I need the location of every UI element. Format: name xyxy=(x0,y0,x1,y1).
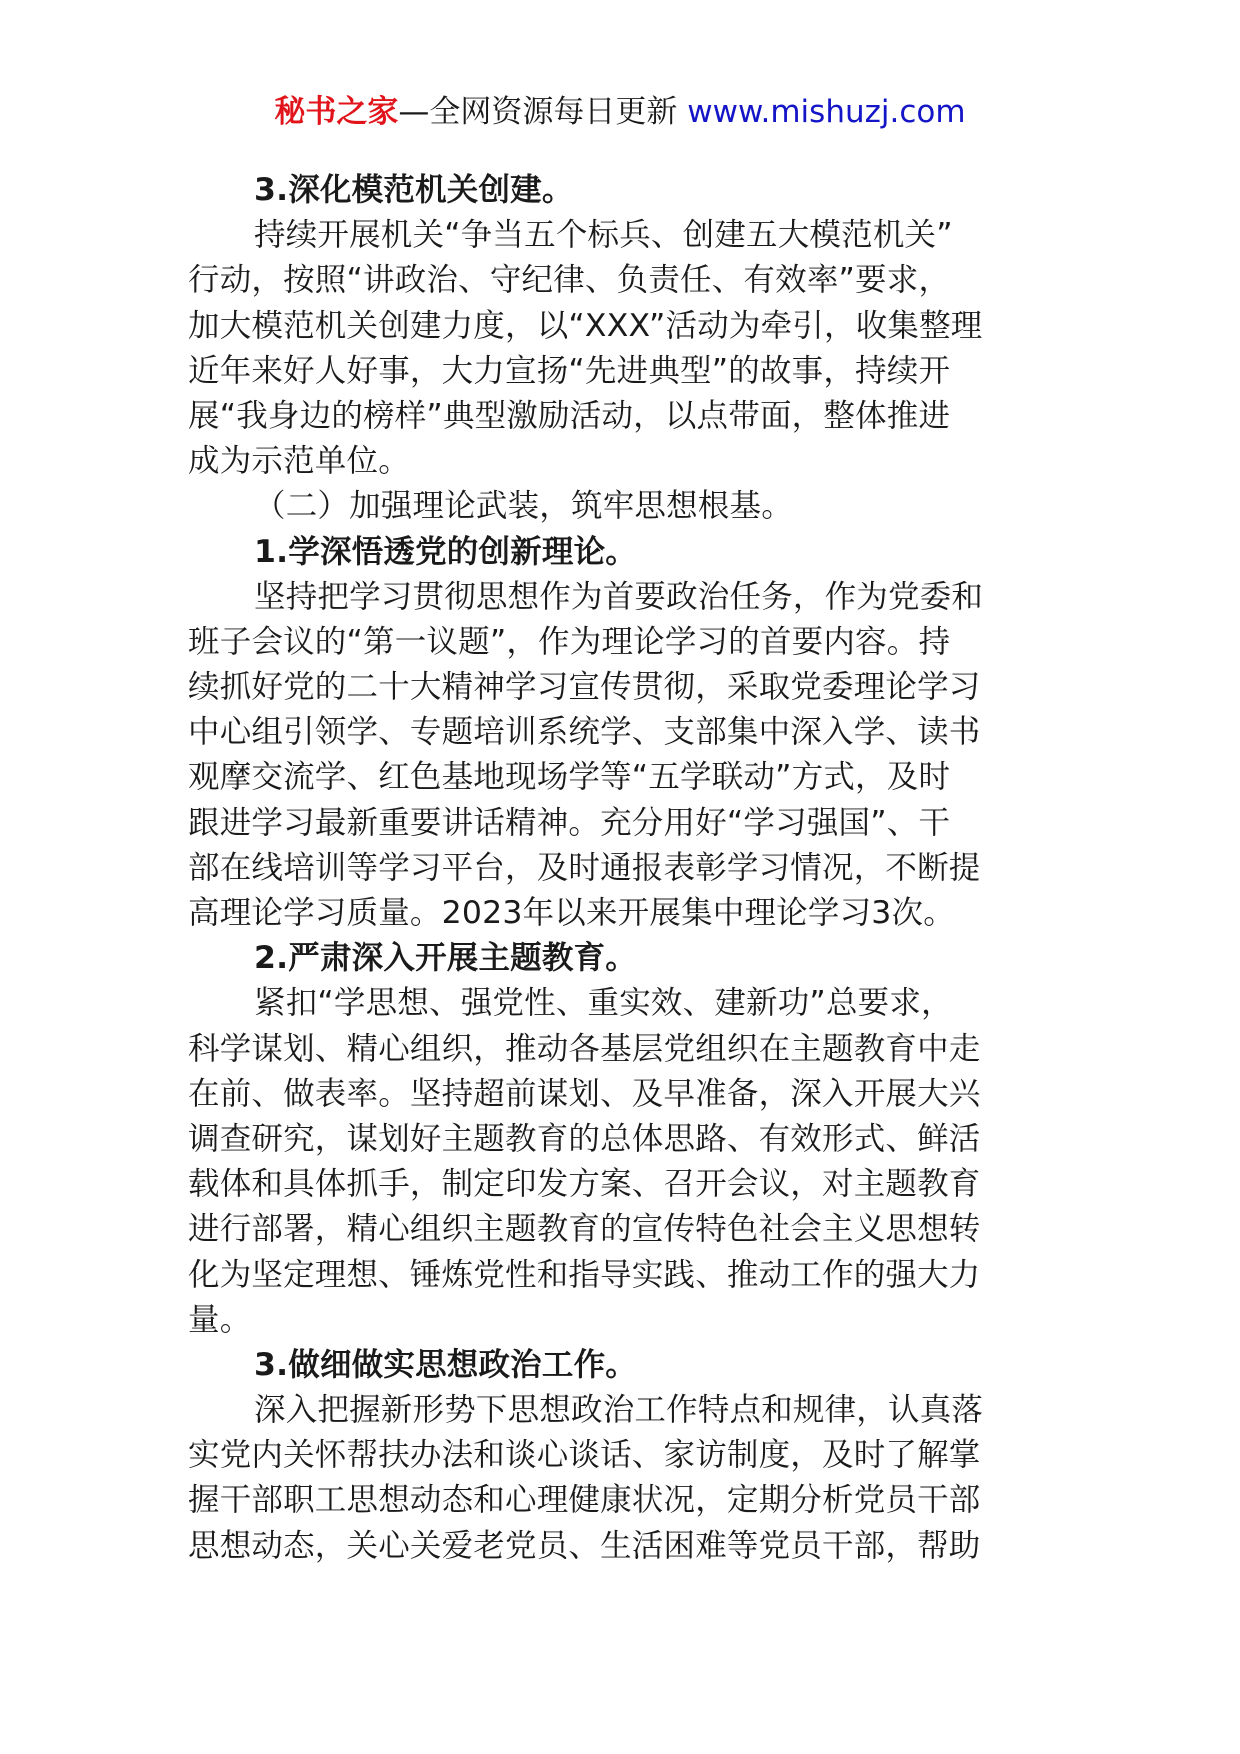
section-heading: 1.学深悟透党的创新理论。 xyxy=(254,533,637,570)
page-header xyxy=(0,92,1240,132)
paragraph-line: 思想动态，关心关爱老党员、生活困难等党员干部，帮助 xyxy=(188,1527,981,1564)
paragraph-line: 调查研究，谋划好主题教育的总体思路、有效形式、鲜活 xyxy=(188,1120,981,1157)
section-heading: 2.严肃深入开展主题教育。 xyxy=(254,940,637,977)
paragraph-line: 握干部职工思想动态和心理健康状况，定期分析党员干部 xyxy=(188,1482,981,1519)
section-heading: 3.深化模范机关创建。 xyxy=(254,172,574,208)
paragraph-line: 跟进学习最新重要讲话精神。充分用好“学习强国”、干 xyxy=(188,804,951,841)
brand-name: 秘书之家 xyxy=(274,94,399,130)
header-tagline: —全网资源每日更新 xyxy=(398,94,678,130)
paragraph-line: 中心组引领学、专题培训系统学、支部集中深入学、读书 xyxy=(188,714,981,751)
paragraph-line: 展“我身边的榜样”典型激励活动，以点带面，整体推进 xyxy=(188,397,951,434)
paragraph-line: 加大模范机关创建力度，以“XXX”活动为牵引，收集整理 xyxy=(188,307,983,344)
paragraph-line: 观摩交流学、红色基地现场学等“五学联动”方式，及时 xyxy=(188,759,951,796)
section-heading: 3.做细做实思想政治工作。 xyxy=(254,1346,637,1383)
paragraph-line: 近年来好人好事，大力宣扬“先进典型”的故事，持续开 xyxy=(188,352,951,389)
paragraph-line: 量。 xyxy=(188,1301,252,1338)
paragraph-line: 进行部署，精心组织主题教育的宣传特色社会主义思想转 xyxy=(188,1211,981,1248)
document-body xyxy=(188,168,1060,1569)
paragraph-line: 高理论学习质量。2023年以来开展集中理论学习3次。 xyxy=(188,895,955,931)
paragraph-line: 行动，按照“讲政治、守纪律、负责任、有效率”要求， xyxy=(188,262,951,299)
paragraph-line: 化为坚定理想、锤炼党性和指导实践、推动工作的强大力 xyxy=(188,1256,981,1293)
paragraph-line: 班子会议的“第一议题”，作为理论学习的首要内容。持 xyxy=(188,623,951,660)
paragraph-line: 载体和具体抓手，制定印发方案、召开会议，对主题教育 xyxy=(188,1166,981,1203)
site-url-link[interactable]: www.mishuzj.com xyxy=(687,94,966,130)
paragraph-line: 深入把握新形势下思想政治工作特点和规律，认真落 xyxy=(254,1392,984,1429)
paragraph-line: 紧扣“学思想、强党性、重实效、建新功”总要求， xyxy=(254,985,953,1022)
paragraph-line: 成为示范单位。 xyxy=(188,443,410,480)
paragraph-line: 坚持把学习贯彻思想作为首要政治任务，作为党委和 xyxy=(254,578,984,615)
paragraph-line: 部在线培训等学习平台，及时通报表彰学习情况，不断提 xyxy=(188,849,981,886)
chapter-subheading: （二）加强理论武装，筑牢思想根基。 xyxy=(254,488,793,525)
paragraph-line: 续抓好党的二十大精神学习宣传贯彻，采取党委理论学习 xyxy=(188,669,981,706)
paragraph-line: 在前、做表率。坚持超前谋划、及早准备，深入开展大兴 xyxy=(188,1075,981,1112)
paragraph-line: 持续开展机关“争当五个标兵、创建五大模范机关” xyxy=(254,217,953,254)
paragraph-line: 科学谋划、精心组织，推动各基层党组织在主题教育中走 xyxy=(188,1030,981,1067)
paragraph-line: 实党内关怀帮扶办法和谈心谈话、家访制度，及时了解掌 xyxy=(188,1437,981,1474)
